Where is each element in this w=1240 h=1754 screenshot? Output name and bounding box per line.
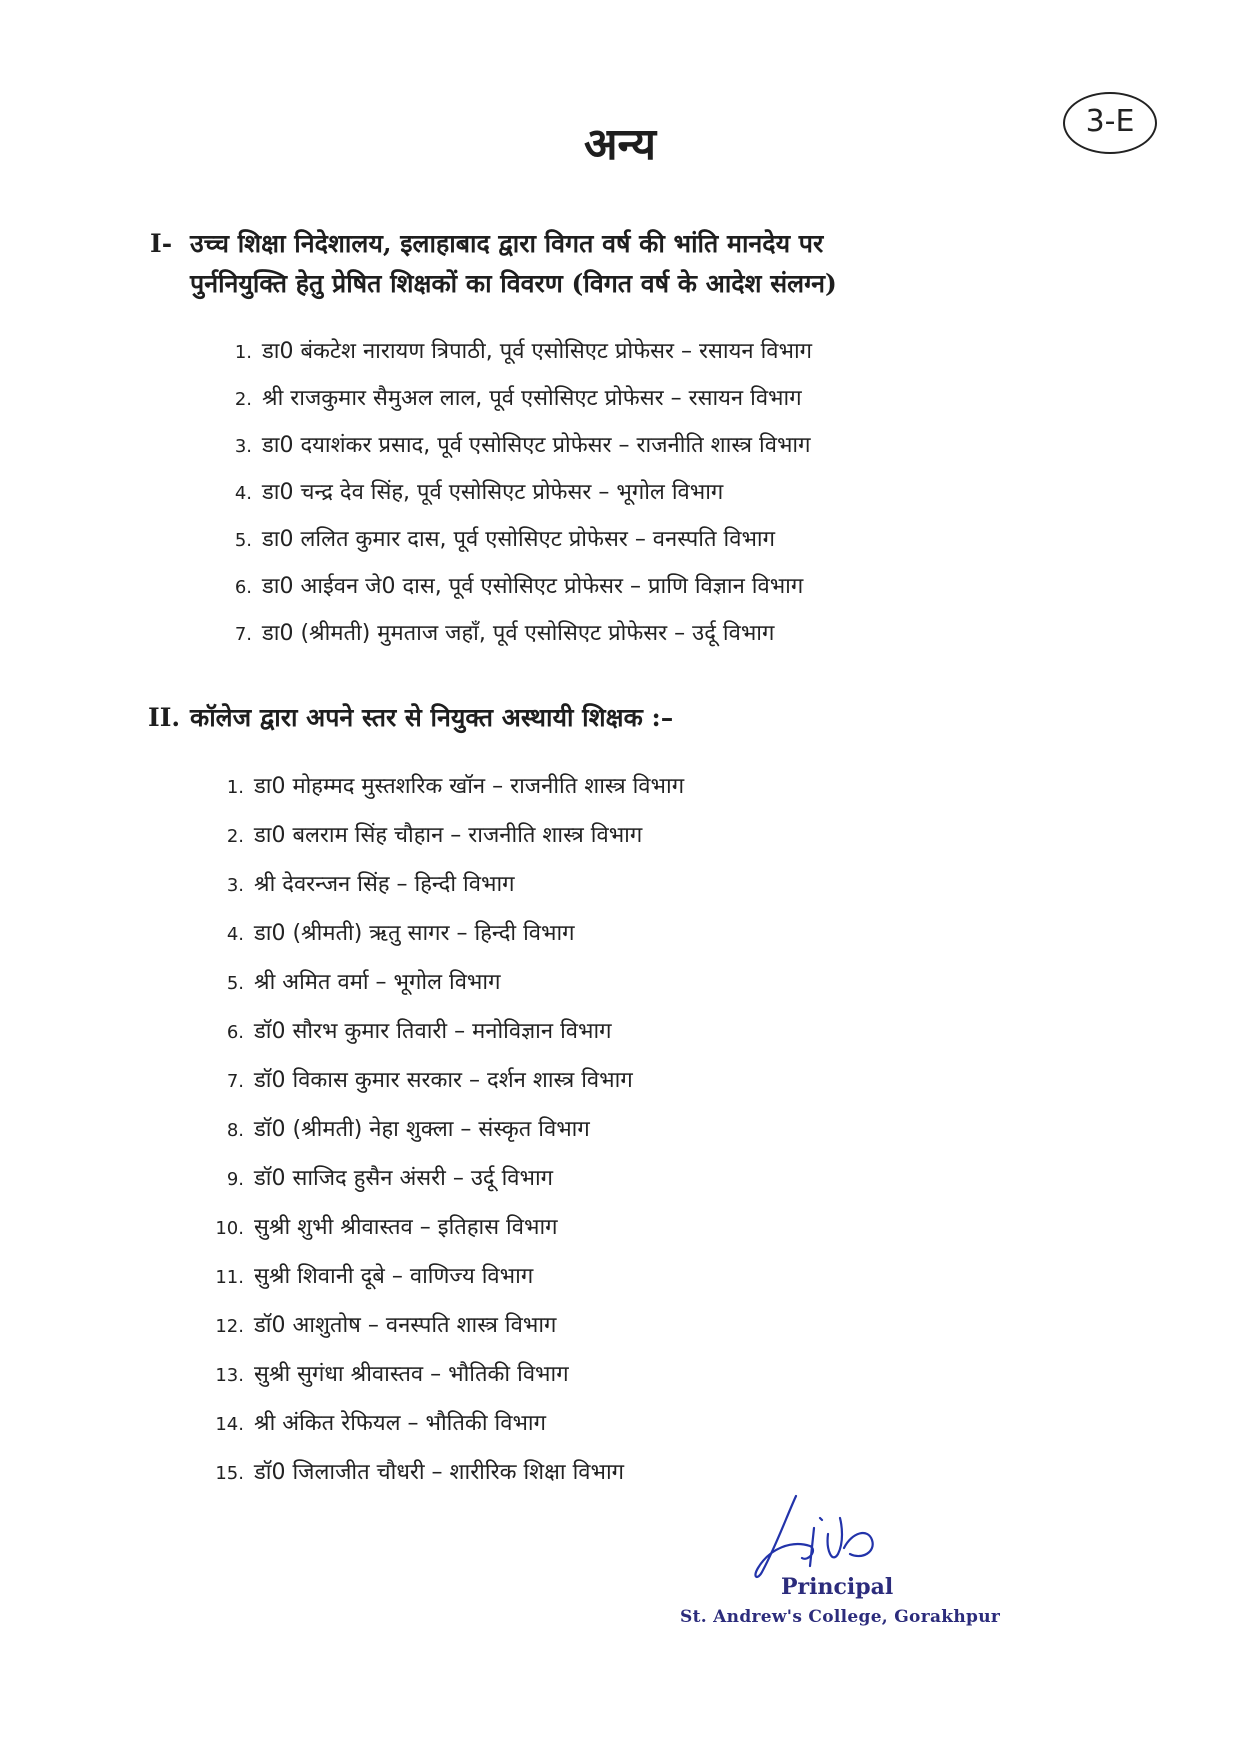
list-item-number: 8.: [226, 1120, 244, 1141]
list-item: [220, 375, 812, 422]
list-item: [220, 516, 812, 563]
list-item: [212, 1007, 684, 1056]
list-item-text: डा0 ललित कुमार दास, पूर्व एसोसिएट प्रोफेसर – वनस्पति विभाग: [262, 527, 776, 552]
list-item: [220, 610, 812, 657]
list-item-text: श्री देवरन्जन सिंह – हिन्दी विभाग: [254, 872, 515, 897]
list-item-text: डॉ0 (श्रीमती) नेहा शुक्ला – संस्कृत विभाग: [254, 1117, 590, 1142]
list-item-text: डॉ0 साजिद हुसैन अंसरी – उर्दू विभाग: [254, 1166, 554, 1191]
list-item: [220, 563, 812, 610]
section-1-number: I-: [150, 229, 173, 258]
list-item: [212, 1252, 684, 1301]
list-item: [212, 811, 684, 860]
list-item-text: डॉ0 जिलाजीत चौधरी – शारीरिक शिक्षा विभाग: [254, 1460, 625, 1485]
section-1-list: [220, 328, 812, 657]
list-item-text: डा0 बलराम सिंह चौहान – राजनीति शास्त्र विभाग: [254, 823, 643, 848]
list-item-number: 4.: [226, 924, 244, 945]
list-item-text: सुश्री शुभी श्रीवास्तव – इतिहास विभाग: [254, 1215, 558, 1240]
section-2-number: II.: [148, 703, 181, 732]
section-1-heading: [150, 224, 950, 304]
list-item-number: 9.: [226, 1169, 244, 1190]
list-item: [212, 1105, 684, 1154]
section-2-heading-text: कॉलेज द्वारा अपने स्तर से नियुक्त अस्थायी शिक्षक :–: [190, 703, 674, 732]
list-item-number: 5.: [234, 530, 252, 551]
list-item-text: डा0 दयाशंकर प्रसाद, पूर्व एसोसिएट प्रोफेसर – राजनीति शास्त्र विभाग: [262, 433, 811, 458]
list-item: [212, 1154, 684, 1203]
principal-signature: [748, 1488, 898, 1588]
list-item: [220, 422, 812, 469]
list-item: [220, 469, 812, 516]
list-item: [212, 1448, 684, 1497]
list-item-text: डा0 आईवन जे0 दास, पूर्व एसोसिएट प्रोफेसर – प्राणि विज्ञान विभाग: [262, 574, 804, 599]
page-number-mark: 3-E: [1063, 92, 1157, 154]
section-1-heading-line1: उच्च शिक्षा निदेशालय, इलाहाबाद द्वारा विगत वर्ष की भांति मानदेय पर: [190, 229, 824, 258]
list-item-text: डॉ0 सौरभ कुमार तिवारी – मनोविज्ञान विभाग: [254, 1019, 612, 1044]
list-item: [212, 860, 684, 909]
list-item-text: सुश्री शिवानी दूबे – वाणिज्य विभाग: [254, 1264, 534, 1289]
section-1-heading-line2: पुर्ननियुक्ति हेतु प्रेषित शिक्षकों का विवरण (विगत वर्ष के आदेश संलग्न): [190, 269, 837, 298]
list-item-number: 7.: [226, 1071, 244, 1092]
list-item-number: 4.: [234, 483, 252, 504]
list-item-number: 5.: [226, 973, 244, 994]
stamp-institution: St. Andrew's College, Gorakhpur: [680, 1607, 1001, 1627]
section-2-list: [212, 762, 684, 1497]
list-item: [212, 1056, 684, 1105]
list-item: [212, 958, 684, 1007]
list-item-number: 3.: [234, 436, 252, 457]
list-item-number: 3.: [226, 875, 244, 896]
list-item-text: डा0 मोहम्मद मुस्तशरिक खॉन – राजनीति शास्त्र विभाग: [254, 774, 685, 799]
list-item: [212, 1350, 684, 1399]
list-item-number: 15.: [215, 1463, 244, 1484]
list-item-text: सुश्री सुगंधा श्रीवास्तव – भौतिकी विभाग: [254, 1362, 569, 1387]
list-item-text: श्री अंकित रेफियल – भौतिकी विभाग: [254, 1411, 546, 1436]
list-item-number: 1.: [226, 777, 244, 798]
list-item-text: डॉ0 विकास कुमार सरकार – दर्शन शास्त्र विभाग: [254, 1068, 633, 1093]
list-item: [212, 909, 684, 958]
list-item-number: 6.: [234, 577, 252, 598]
list-item-number: 2.: [226, 826, 244, 847]
list-item-number: 2.: [234, 389, 252, 410]
list-item: [212, 1399, 684, 1448]
stamp-title: Principal: [781, 1574, 894, 1600]
page-title: अन्य: [583, 119, 657, 170]
list-item: [220, 328, 812, 375]
list-item-number: 11.: [215, 1267, 244, 1288]
list-item-text: डा0 (श्रीमती) ऋतु सागर – हिन्दी विभाग: [254, 921, 575, 946]
list-item-number: 14.: [215, 1414, 244, 1435]
list-item-number: 7.: [234, 624, 252, 645]
list-item-number: 10.: [215, 1218, 244, 1239]
list-item: [212, 762, 684, 811]
list-item-number: 12.: [215, 1316, 244, 1337]
list-item-text: श्री राजकुमार सैमुअल लाल, पूर्व एसोसिएट प्रोफेसर – रसायन विभाग: [262, 386, 802, 411]
section-2-heading: [148, 698, 1048, 738]
list-item-number: 6.: [226, 1022, 244, 1043]
list-item: [212, 1301, 684, 1350]
list-item-text: श्री अमित वर्मा – भूगोल विभाग: [254, 970, 501, 995]
list-item-number: 1.: [234, 342, 252, 363]
list-item-number: 13.: [215, 1365, 244, 1386]
list-item-text: डॉ0 आशुतोष – वनस्पति शास्त्र विभाग: [254, 1313, 557, 1338]
list-item-text: डा0 बंकटेश नारायण त्रिपाठी, पूर्व एसोसिएट प्रोफेसर – रसायन विभाग: [262, 339, 813, 364]
list-item-text: डा0 चन्द्र देव सिंह, पूर्व एसोसिएट प्रोफेसर – भूगोल विभाग: [262, 480, 724, 505]
list-item-text: डा0 (श्रीमती) मुमताज जहाँ, पूर्व एसोसिएट प्रोफेसर – उर्दू विभाग: [262, 621, 775, 646]
list-item: [212, 1203, 684, 1252]
